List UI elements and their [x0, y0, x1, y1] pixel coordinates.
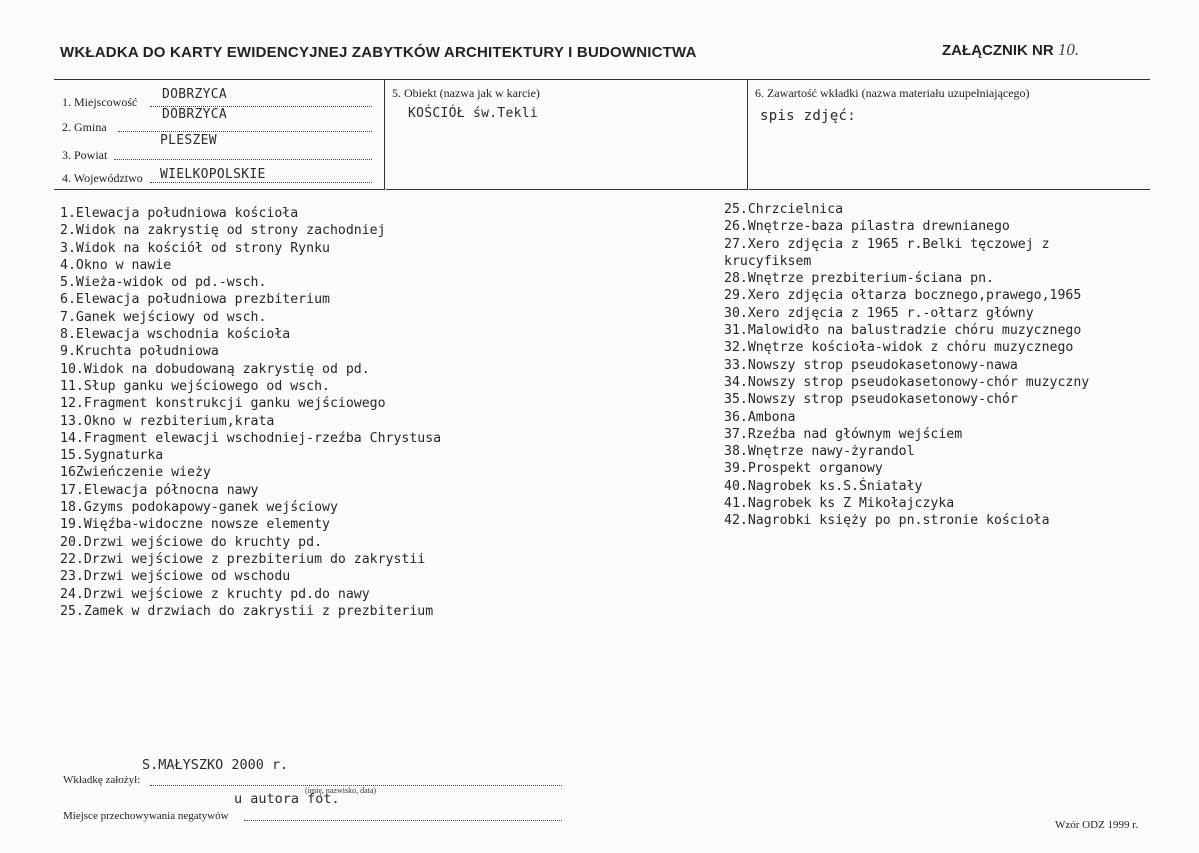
list-item: 33.Nowszy strop pseudokasetonowy-nawa: [724, 357, 1018, 373]
list-item: 35.Nowszy strop pseudokasetonowy-chór: [724, 392, 1018, 408]
list-item: 39.Prospekt organowy: [724, 461, 883, 477]
annex-label: ZAŁĄCZNIK NR: [942, 42, 1054, 59]
list-item: 25.Chrzcielnica: [724, 202, 844, 217]
object-label: 5. Obiekt (nazwa jak w karcie): [392, 86, 540, 100]
list-item: 6.Elewacja południowa prezbiterium: [60, 292, 330, 308]
list-item: 18.Gzyms podokapowy-ganek wejściowy: [60, 500, 338, 516]
list-item: 13.Okno w rezbiterium,krata: [60, 413, 275, 429]
list-item: 37.Rzeźba nad głównym wejściem: [724, 426, 963, 442]
contents-label: 6. Zawartość wkładki (nazwa materiału uzupełniającego): [755, 86, 1030, 100]
object-value: KOŚCIÓŁ św.Tekli: [408, 106, 539, 121]
author-typed: S.MAŁYSZKO 2000 r.: [142, 757, 289, 773]
list-item: 42.Nagrobki księży po pn.stronie kościoła: [724, 513, 1050, 529]
list-item: 20.Drzwi wejściowe do kruchty pd.: [60, 534, 323, 550]
list-item: 12.Fragment konstrukcji ganku wejściowego: [60, 396, 386, 412]
list-item: 26.Wnętrze-baza pilastra drewnianego: [724, 219, 1010, 235]
list-item: 15.Sygnaturka: [60, 448, 164, 464]
gmina-label: 2. Gmina: [62, 120, 107, 134]
form-id: Wzór ODZ 1999 r.: [1055, 819, 1139, 831]
list-item: 10.Widok na dobudowaną zakrystię od pd.: [60, 361, 370, 377]
negatives-typed: u autora fot.: [234, 791, 340, 807]
list-item: 24.Drzwi wejściowe z kruchty pd.do nawy: [60, 586, 370, 602]
list-item: 23.Drzwi wejściowe od wschodu: [60, 569, 291, 585]
powiat-value: PLESZEW: [160, 133, 217, 148]
list-item: 3.Widok na kościół od strony Rynku: [60, 240, 330, 256]
wojewodztwo-line: [150, 182, 372, 183]
list-item: 17.Elewacja północna nawy: [60, 482, 259, 498]
form-title: WKŁADKA DO KARTY EWIDENCYJNEJ ZABYTKÓW ARCHITEKTURY I BUDOWNICTWA: [60, 44, 697, 61]
miejscowosc-value: DOBRZYCA: [162, 87, 228, 102]
author-label: Wkładkę założył:: [63, 774, 141, 786]
list-item: 38.Wnętrze nawy-żyrandol: [724, 444, 915, 460]
gmina-line: [118, 131, 372, 132]
list-item: 34.Nowszy strop pseudokasetonowy-chór muzyczny: [724, 374, 1090, 390]
list-item: 32.Wnętrze kościoła-widok z chóru muzycznego: [724, 340, 1074, 356]
list-item: 40.Nagrobek ks.S.Śniatały: [724, 478, 923, 494]
list-item: 28.Wnętrze prezbiterium-ściana pn.: [724, 271, 994, 287]
list-item: 8.Elewacja wschodnia kościoła: [60, 327, 291, 343]
list-item: 41.Nagrobek ks Z Mikołajczyka: [724, 496, 955, 512]
list-item: 5.Wieża-widok od pd.-wsch.: [60, 275, 267, 291]
list-item: 1.Elewacja południowa kościoła: [60, 206, 299, 221]
wojewodztwo-value: WIELKOPOLSKIE: [160, 167, 266, 182]
gmina-value: DOBRZYCA: [162, 107, 228, 122]
list-item: 29.Xero zdjęcia ołtarza bocznego,prawego,1965: [724, 288, 1082, 304]
powiat-line: [114, 159, 372, 160]
wojewodztwo-label: 4. Województwo: [62, 171, 143, 185]
list-item: 11.Słup ganku wejściowego od wsch.: [60, 378, 330, 394]
author-hint: (imię, nazwisko, data): [305, 786, 377, 795]
list-item: 19.Więźba-widoczne nowsze elementy: [60, 517, 330, 533]
list-item: 14.Fragment elewacji wschodniej-rzeźba Chrystusa: [60, 430, 442, 446]
list-item: 27.Xero zdjęcia z 1965 r.Belki tęczowej z krucyfiksem: [724, 236, 1050, 269]
list-item: 31.Malowidło na balustradzie chóru muzycznego: [724, 323, 1082, 339]
annex-number-value: 10.: [1057, 40, 1080, 59]
negatives-line: [244, 820, 562, 821]
contents-value: spis zdjęć:: [760, 108, 857, 124]
list-item: 30.Xero zdjęcia z 1965 r.-ołtarz główny: [724, 305, 1034, 321]
annex-number: [942, 40, 1079, 60]
list-item: 36.Ambona: [724, 409, 796, 425]
miejscowosc-label: 1. Miejscowość: [62, 95, 138, 109]
list-item: 25.Zamek w drzwiach do zakrystii z prezbiterium: [60, 603, 434, 619]
powiat-label: 3. Powiat: [62, 148, 108, 162]
negatives-label: Miejsce przechowywania negatywów: [63, 810, 229, 822]
photo-list-left: [60, 205, 441, 620]
list-item: 4.Okno w nawie: [60, 257, 172, 273]
list-item: 9.Kruchta południowa: [60, 344, 219, 360]
list-item: 22.Drzwi wejściowe z prezbiterium do zakrystii: [60, 551, 426, 567]
list-item: 7.Ganek wejściowy od wsch.: [60, 309, 267, 325]
photo-list-right: [724, 201, 1124, 530]
list-item: 16Zwieńczenie wieży: [60, 465, 211, 481]
list-item: 2.Widok na zakrystię od strony zachodniej: [60, 223, 386, 239]
